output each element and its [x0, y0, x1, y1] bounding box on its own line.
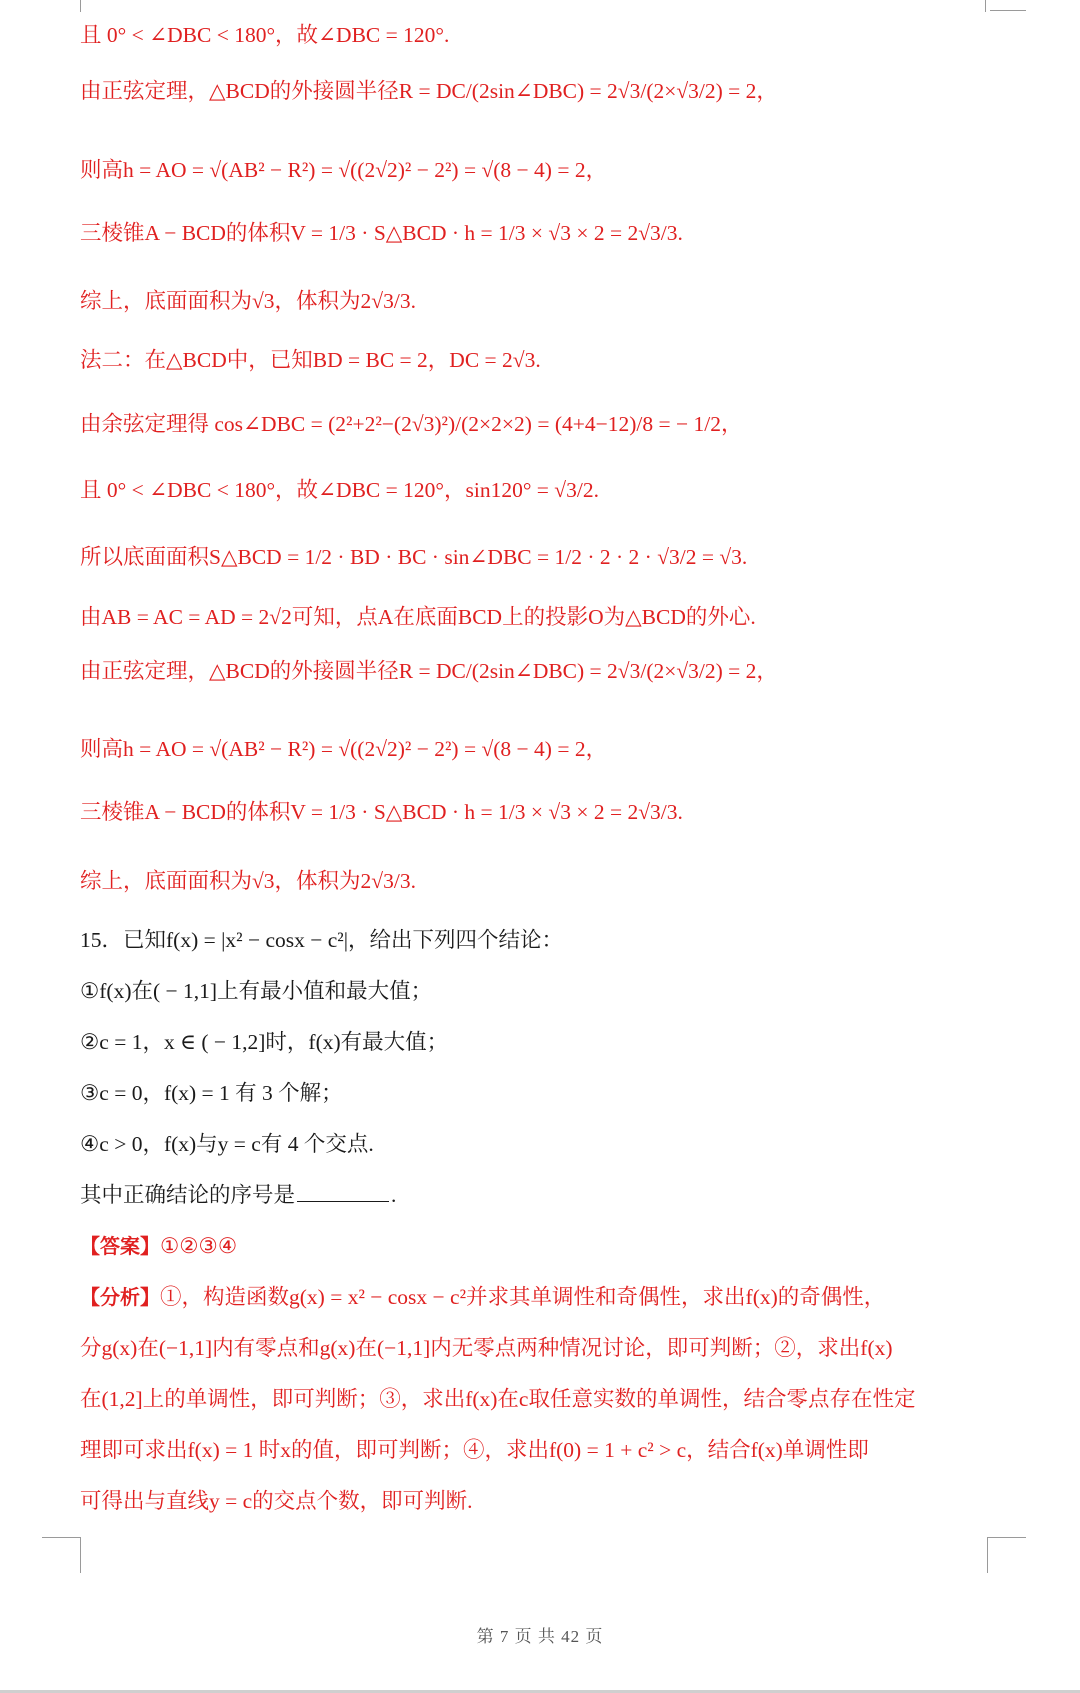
crop-mark-top-right-v — [985, 0, 986, 12]
page-number: 第 7 页 共 42 页 — [476, 1627, 604, 1646]
answer-text: ①②③④ — [160, 1234, 238, 1258]
analysis-tag: 【分析】 — [80, 1285, 160, 1309]
solution-line-14: 综上，底面面积为√3，体积为2√3/3. — [80, 869, 416, 893]
analysis-line-4: 理即可求出f(x) = 1 时x的值，即可判断；④，求出f(0) = 1 + c² > c，结合f(x)单调性即 — [80, 1438, 869, 1462]
question-tail-period: . — [391, 1183, 397, 1207]
solution-line-3: 则高h = AO = √(AB² − R²) = √((2√2)² − 2²) = √(8 − 4) = 2， — [80, 158, 608, 182]
solution-line-12: 则高h = AO = √(AB² − R²) = √((2√2)² − 2²) = √(8 − 4) = 2， — [80, 737, 608, 761]
question-tail-text: 其中正确结论的序号是 — [80, 1183, 296, 1207]
solution-line-5: 综上，底面面积为√3，体积为2√3/3. — [80, 289, 416, 313]
solution-line-11: 由正弦定理，△BCD的外接圆半径R = DC/(2sin∠DBC) = 2√3/(2×√3/2) = 2， — [80, 659, 778, 683]
question-option-1: ①f(x)在( − 1,1]上有最小值和最大值； — [80, 979, 433, 1003]
solution-line-4: 三棱锥A − BCD的体积V = 1/3 · S△BCD · h = 1/3 × √3 × 2 = 2√3/3. — [80, 221, 683, 245]
question-stem: 15．已知f(x) = |x² − cosx − c²|，给出下列四个结论： — [80, 928, 564, 952]
answer-line — [80, 1231, 1020, 1261]
question-tail — [80, 1180, 1020, 1210]
crop-mark-top-right-h — [990, 10, 1026, 11]
analysis-text-1: ①，构造函数g(x) = x² − cosx − c²并求其单调性和奇偶性，求出f(x)的奇偶性， — [160, 1285, 886, 1309]
question-option-3: ③c = 0，f(x) = 1 有 3 个解； — [80, 1081, 343, 1105]
answer-blank — [297, 1181, 389, 1202]
solution-line-1: 且 0° < ∠DBC < 180°，故∠DBC = 120°. — [80, 23, 450, 47]
crop-mark-bottom-left-v — [80, 1537, 81, 1573]
crop-mark-top-left-v — [80, 0, 81, 12]
crop-mark-bottom-right-v — [987, 1537, 988, 1573]
solution-line-6: 法二：在△BCD中，已知BD = BC = 2，DC = 2√3. — [80, 348, 541, 372]
analysis-line-5: 可得出与直线y = c的交点个数，即可判断. — [80, 1489, 473, 1513]
question-option-2: ②c = 1，x ∈ ( − 1,2]时，f(x)有最大值； — [80, 1030, 449, 1054]
crop-mark-bottom-left-h — [42, 1537, 80, 1538]
solution-line-13: 三棱锥A − BCD的体积V = 1/3 · S△BCD · h = 1/3 × √3 × 2 = 2√3/3. — [80, 800, 683, 824]
question-option-4: ④c > 0，f(x)与y = c有 4 个交点. — [80, 1132, 374, 1156]
answer-tag: 【答案】 — [80, 1234, 160, 1258]
solution-line-7: 由余弦定理得 cos∠DBC = (2²+2²−(2√3)²)/(2×2×2) = (4+4−12)/8 = − 1/2， — [80, 412, 743, 436]
crop-mark-bottom-right-h — [988, 1537, 1026, 1538]
solution-line-10: 由AB = AC = AD = 2√2可知，点A在底面BCD上的投影O为△BCD的外心. — [80, 605, 756, 629]
analysis-line-2: 分g(x)在(−1,1]内有零点和g(x)在(−1,1]内无零点两种情况讨论，即可判断；②，求出f(x) — [80, 1336, 893, 1360]
solution-line-9: 所以底面面积S△BCD = 1/2 · BD · BC · sin∠DBC = 1/2 · 2 · 2 · √3/2 = √3. — [80, 545, 748, 569]
solution-line-2: 由正弦定理，△BCD的外接圆半径R = DC/(2sin∠DBC) = 2√3/(2×√3/2) = 2， — [80, 79, 778, 103]
analysis-line-1 — [80, 1282, 1020, 1312]
solution-line-8: 且 0° < ∠DBC < 180°，故∠DBC = 120°，sin120° = √3/2. — [80, 478, 599, 502]
analysis-line-3: 在(1,2]上的单调性，即可判断；③，求出f(x)在c取任意实数的单调性，结合零点存在性定 — [80, 1387, 916, 1411]
